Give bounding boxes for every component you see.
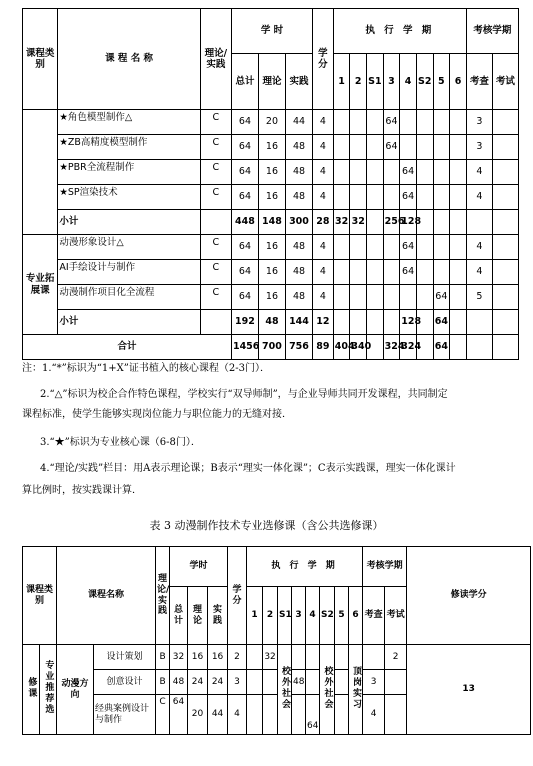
elective-courses-table [22, 546, 531, 735]
t2-sem-2-cell: 32 [263, 645, 278, 670]
header-assessment: 考核学期 [466, 9, 518, 54]
cell-sem-6 [450, 260, 467, 285]
cell-practice: 300 [285, 210, 312, 235]
cell-sem-5 [433, 185, 450, 210]
total-practice: 756 [285, 335, 312, 360]
t2-header-exam-check: 考查 [363, 587, 385, 645]
cell-exam-check: 4 [466, 185, 492, 210]
cell-practice: 48 [285, 185, 312, 210]
cell-sem-6 [450, 110, 467, 135]
cell-sem-1 [333, 185, 350, 210]
header-total: 总计 [231, 54, 258, 110]
t2-course-credits: 4 [228, 695, 247, 735]
t2-header-course-name: 课程名称 [57, 547, 156, 645]
course-name: ★PBR全流程制作 [58, 160, 200, 185]
cell-total: 448 [231, 210, 258, 235]
cell-sem-4: 64 [400, 185, 417, 210]
cell-credits: 4 [313, 160, 334, 185]
cell-sem-6 [450, 185, 467, 210]
cell-sem-s1 [367, 310, 384, 335]
cell-credits: 28 [313, 210, 334, 235]
cell-sem-s1 [367, 285, 384, 310]
cell-sem-2 [350, 160, 367, 185]
group1-category-cell [23, 110, 58, 235]
total-label: 合计 [23, 335, 232, 360]
t2-course-name: 经典案例设计与制作 [94, 695, 156, 735]
table2-title: 表 3 动漫制作技术专业选修课（含公共选修课） [149, 519, 384, 532]
cell-type [200, 210, 231, 235]
cell-theory: 148 [258, 210, 285, 235]
t2-header-sem-1: 1 [247, 587, 263, 645]
t2-header-schedule: 执 行 学 期 [247, 547, 363, 587]
cell-total: 64 [231, 135, 258, 160]
cell-total: 192 [231, 310, 258, 335]
cell-sem-1 [333, 310, 350, 335]
t2-category-outer: 修课 [23, 645, 40, 735]
note-1: 注：1.“*”标识为“1+X”证书植入的核心课程（2-3门）． [22, 363, 270, 374]
cell-sem-s2 [416, 110, 433, 135]
t2-header-total: 总计 [170, 587, 188, 645]
t2-exam-check-cell [363, 645, 385, 670]
t2-course-theory: 16 [188, 645, 208, 670]
cell-sem-1 [333, 235, 350, 260]
subtotal-row [23, 210, 519, 235]
course-name: ★SP渲染技术 [58, 185, 200, 210]
cell-exam-test [492, 210, 518, 235]
t2-course-total: 48 [170, 670, 188, 695]
cell-sem-4: 64 [400, 260, 417, 285]
cell-theory: 16 [258, 260, 285, 285]
total-credits: 89 [313, 335, 334, 360]
cell-sem-4 [400, 135, 417, 160]
cell-theory: 16 [258, 285, 285, 310]
cell-sem-s2 [416, 260, 433, 285]
group2-category-cell: 专业拓展课 [23, 235, 58, 335]
t2-sem-5-cell [335, 695, 349, 735]
t2-header-sem-4: 4 [306, 587, 320, 645]
t2-course-practice: 16 [208, 645, 228, 670]
header-exam-check: 考查 [466, 54, 492, 110]
t2-sem-4-cell [306, 670, 320, 695]
table-row [23, 260, 519, 285]
t2-sem-5-cell [335, 645, 349, 670]
cell-sem-3 [383, 310, 400, 335]
cell-type: C [200, 185, 231, 210]
t2-sem-2-cell [263, 670, 278, 695]
t2-sem-5-cell [335, 670, 349, 695]
header-course-name: 课 程 名 称 [58, 9, 200, 110]
cell-credits: 4 [313, 185, 334, 210]
t2-course-credits: 2 [228, 645, 247, 670]
cell-credits: 12 [313, 310, 334, 335]
t2-exam-test-cell [385, 670, 407, 695]
cell-sem-1 [333, 135, 350, 160]
table-row [23, 110, 519, 135]
core-courses-table [22, 8, 519, 360]
cell-total: 64 [231, 285, 258, 310]
t2-course-total: 64 [170, 695, 188, 735]
cell-sem-s1 [367, 185, 384, 210]
subtotal-row [23, 310, 519, 335]
header-schedule: 执 行 学 期 [333, 9, 466, 54]
t2-header-assessment: 考核学期 [363, 547, 407, 587]
cell-exam-test [492, 310, 518, 335]
cell-theory: 16 [258, 135, 285, 160]
cell-practice: 44 [285, 110, 312, 135]
total-sem-4: 324 [400, 335, 417, 360]
t2-course-type: B [156, 670, 170, 695]
cell-sem-6 [450, 235, 467, 260]
cell-sem-2: 32 [350, 210, 367, 235]
note-4-cont: 算比例时，按实践课计算． [22, 485, 142, 496]
cell-exam-test [492, 235, 518, 260]
cell-sem-4: 128 [400, 310, 417, 335]
cell-sem-s1 [367, 135, 384, 160]
t2-sem-3-cell [292, 645, 306, 670]
header-hours: 学 时 [231, 9, 312, 54]
header-sem-2: 2 [350, 54, 367, 110]
course-name: ★ZB高精度模型制作 [58, 135, 200, 160]
cell-sem-4: 64 [400, 235, 417, 260]
cell-sem-5 [433, 260, 450, 285]
cell-sem-s1 [367, 235, 384, 260]
cell-practice: 48 [285, 260, 312, 285]
header-sem-s1: S1 [367, 54, 384, 110]
cell-sem-5 [433, 110, 450, 135]
t2-exam-check-cell: 4 [363, 695, 385, 735]
cell-exam-check: 5 [466, 285, 492, 310]
t2-external-1: 校外社会 [278, 645, 292, 735]
cell-sem-s2 [416, 135, 433, 160]
t2-sem-1-cell [247, 695, 263, 735]
cell-theory: 16 [258, 235, 285, 260]
t2-external-2: 校外社会 [320, 645, 335, 735]
cell-sem-s2 [416, 185, 433, 210]
t2-header-sem-6: 6 [349, 587, 363, 645]
cell-exam-test [492, 285, 518, 310]
cell-credits: 4 [313, 285, 334, 310]
cell-sem-5 [433, 210, 450, 235]
header-type: 理论/实践 [200, 9, 231, 110]
cell-exam-check: 3 [466, 135, 492, 160]
cell-theory: 16 [258, 160, 285, 185]
cell-sem-s1 [367, 260, 384, 285]
t2-header-elective-credits: 修读学分 [407, 547, 531, 645]
cell-sem-2 [350, 110, 367, 135]
note-3: 3.“★”标识为专业核心课（6-8门）． [40, 437, 201, 448]
cell-exam-check: 4 [466, 160, 492, 185]
table-row [23, 185, 519, 210]
cell-exam-test [492, 135, 518, 160]
cell-exam-test [492, 185, 518, 210]
header-theory: 理论 [258, 54, 285, 110]
header-practice: 实践 [285, 54, 312, 110]
t2-category-inner: 专业推荐选 [40, 645, 57, 735]
header-sem-1: 1 [333, 54, 350, 110]
t2-header-sem-s2: S2 [320, 587, 335, 645]
header-credits: 学分 [313, 9, 334, 110]
cell-sem-2 [350, 285, 367, 310]
cell-sem-4 [400, 110, 417, 135]
cell-sem-2 [350, 310, 367, 335]
t2-sem-4-cell: 64 [306, 695, 320, 735]
cell-credits: 4 [313, 260, 334, 285]
t2-header-exam-test: 考试 [385, 587, 407, 645]
t2-sem-3-cell [292, 695, 306, 735]
cell-sem-2 [350, 260, 367, 285]
cell-credits: 4 [313, 110, 334, 135]
cell-type: C [200, 285, 231, 310]
cell-credits: 4 [313, 135, 334, 160]
cell-exam-check: 4 [466, 260, 492, 285]
cell-sem-s2 [416, 235, 433, 260]
cell-sem-3 [383, 235, 400, 260]
cell-total: 64 [231, 260, 258, 285]
cell-exam-check [466, 310, 492, 335]
course-name: 小计 [58, 310, 200, 335]
t2-course-theory: 24 [188, 670, 208, 695]
cell-sem-2 [350, 235, 367, 260]
cell-sem-s2 [416, 285, 433, 310]
total-sem-2: 340 [350, 335, 367, 360]
t2-sem-4-cell [306, 645, 320, 670]
cell-sem-5: 64 [433, 310, 450, 335]
cell-sem-6 [450, 310, 467, 335]
cell-sem-s1 [367, 160, 384, 185]
t2-elective-credits-value: 13 [407, 645, 531, 735]
header-category: 课程类别 [23, 9, 58, 110]
cell-sem-6 [450, 210, 467, 235]
t2-direction: 动漫方向 [57, 645, 94, 735]
cell-sem-4: 128 [400, 210, 417, 235]
cell-sem-s2 [416, 160, 433, 185]
header-sem-4: 4 [400, 54, 417, 110]
cell-sem-3 [383, 285, 400, 310]
t2-header-type: 理论/实践 [156, 547, 170, 645]
course-name: 动漫制作项目化全流程 [58, 285, 200, 310]
note-2-cont: 课程标准，使学生能够实现岗位能力与职位能力的无缝对接． [22, 409, 292, 420]
total-theory: 700 [258, 335, 285, 360]
cell-sem-6 [450, 285, 467, 310]
cell-sem-s1 [367, 210, 384, 235]
total-sem-1: 404 [333, 335, 350, 360]
t2-sem-1-cell [247, 645, 263, 670]
header-sem-3: 3 [383, 54, 400, 110]
cell-practice: 48 [285, 135, 312, 160]
t2-header-hours: 学时 [170, 547, 228, 587]
cell-theory: 16 [258, 185, 285, 210]
cell-practice: 48 [285, 160, 312, 185]
cell-practice: 144 [285, 310, 312, 335]
header-sem-6: 6 [450, 54, 467, 110]
cell-type: C [200, 260, 231, 285]
t2-course-type: C [156, 695, 170, 735]
cell-type: C [200, 135, 231, 160]
t2-exam-check-cell: 3 [363, 670, 385, 695]
t2-header-practice: 实践 [208, 587, 228, 645]
cell-sem-1 [333, 285, 350, 310]
total-exam-test [492, 335, 518, 360]
cell-sem-4 [400, 285, 417, 310]
t2-exam-test-cell: 2 [385, 645, 407, 670]
cell-exam-test [492, 260, 518, 285]
cell-exam-test [492, 160, 518, 185]
cell-sem-5: 64 [433, 285, 450, 310]
t2-course-practice: 24 [208, 670, 228, 695]
cell-sem-3: 64 [383, 110, 400, 135]
total-sem-6 [450, 335, 467, 360]
cell-sem-5 [433, 160, 450, 185]
cell-sem-5 [433, 135, 450, 160]
t2-exam-test-cell [385, 695, 407, 735]
cell-sem-2 [350, 185, 367, 210]
note-2: 2.“△”标识为校企合作特色课程，学校实行“双导师制”，与企业导师共同开发课程，共同制定 [40, 389, 448, 400]
t2-course-type: B [156, 645, 170, 670]
cell-sem-4: 64 [400, 160, 417, 185]
t2-course-total: 32 [170, 645, 188, 670]
t2-header-sem-s1: S1 [278, 587, 292, 645]
header-sem-s2: S2 [416, 54, 433, 110]
cell-sem-s1 [367, 110, 384, 135]
t2-internship: 顶岗实习 [349, 645, 363, 735]
t2-course-practice: 44 [208, 695, 228, 735]
cell-type: C [200, 110, 231, 135]
course-name: 动漫形象设计△ [58, 235, 200, 260]
t2-header-category: 课程类别 [23, 547, 57, 645]
total-sem-3: 324 [383, 335, 400, 360]
cell-total: 64 [231, 110, 258, 135]
t2-sem-3-cell: 48 [292, 670, 306, 695]
cell-sem-6 [450, 160, 467, 185]
cell-exam-check [466, 210, 492, 235]
cell-total: 64 [231, 235, 258, 260]
total-row [23, 335, 519, 360]
cell-sem-3 [383, 185, 400, 210]
t2-header-sem-3: 3 [292, 587, 306, 645]
cell-sem-1: 32 [333, 210, 350, 235]
cell-type: C [200, 235, 231, 260]
cell-practice: 48 [285, 235, 312, 260]
cell-sem-3: 64 [383, 135, 400, 160]
course-name: ★角色模型制作△ [58, 110, 200, 135]
header-exam-test: 考试 [492, 54, 518, 110]
t2-course-credits: 3 [228, 670, 247, 695]
cell-practice: 48 [285, 285, 312, 310]
cell-total: 64 [231, 185, 258, 210]
total-total: 1456 [231, 335, 258, 360]
total-sem-5: 64 [433, 335, 450, 360]
cell-sem-5 [433, 235, 450, 260]
cell-total: 64 [231, 160, 258, 185]
t2-header-sem-5: 5 [335, 587, 349, 645]
t2-header-theory: 理论 [188, 587, 208, 645]
note-4: 4.“理论/实践”栏目：用A表示理论课；B表示“理实一体化课”；C表示实践课，理实一体化课计 [40, 463, 456, 474]
cell-sem-3 [383, 160, 400, 185]
t2-sem-1-cell [247, 670, 263, 695]
table-row [23, 235, 519, 260]
table-row [23, 160, 519, 185]
total-exam-check [466, 335, 492, 360]
cell-sem-3 [383, 260, 400, 285]
cell-sem-2 [350, 135, 367, 160]
t2-header-sem-2: 2 [263, 587, 278, 645]
t2-sem-2-cell [263, 695, 278, 735]
table-row [23, 135, 519, 160]
table-row [23, 285, 519, 310]
cell-exam-check: 3 [466, 110, 492, 135]
cell-theory: 20 [258, 110, 285, 135]
cell-sem-1 [333, 160, 350, 185]
cell-type: C [200, 160, 231, 185]
cell-sem-3: 256 [383, 210, 400, 235]
cell-sem-1 [333, 110, 350, 135]
cell-sem-6 [450, 135, 467, 160]
t2-course-name: 创意设计 [94, 670, 156, 695]
cell-type [200, 310, 231, 335]
t2-header-credits: 学分 [228, 547, 247, 645]
cell-theory: 48 [258, 310, 285, 335]
t2-course-name: 设计策划 [94, 645, 156, 670]
course-name: AI手绘设计与制作 [58, 260, 200, 285]
cell-exam-check: 4 [466, 235, 492, 260]
cell-sem-1 [333, 260, 350, 285]
cell-exam-test [492, 110, 518, 135]
course-name: 小计 [58, 210, 200, 235]
header-sem-5: 5 [433, 54, 450, 110]
cell-credits: 4 [313, 235, 334, 260]
t2-course-theory: 20 [188, 695, 208, 735]
